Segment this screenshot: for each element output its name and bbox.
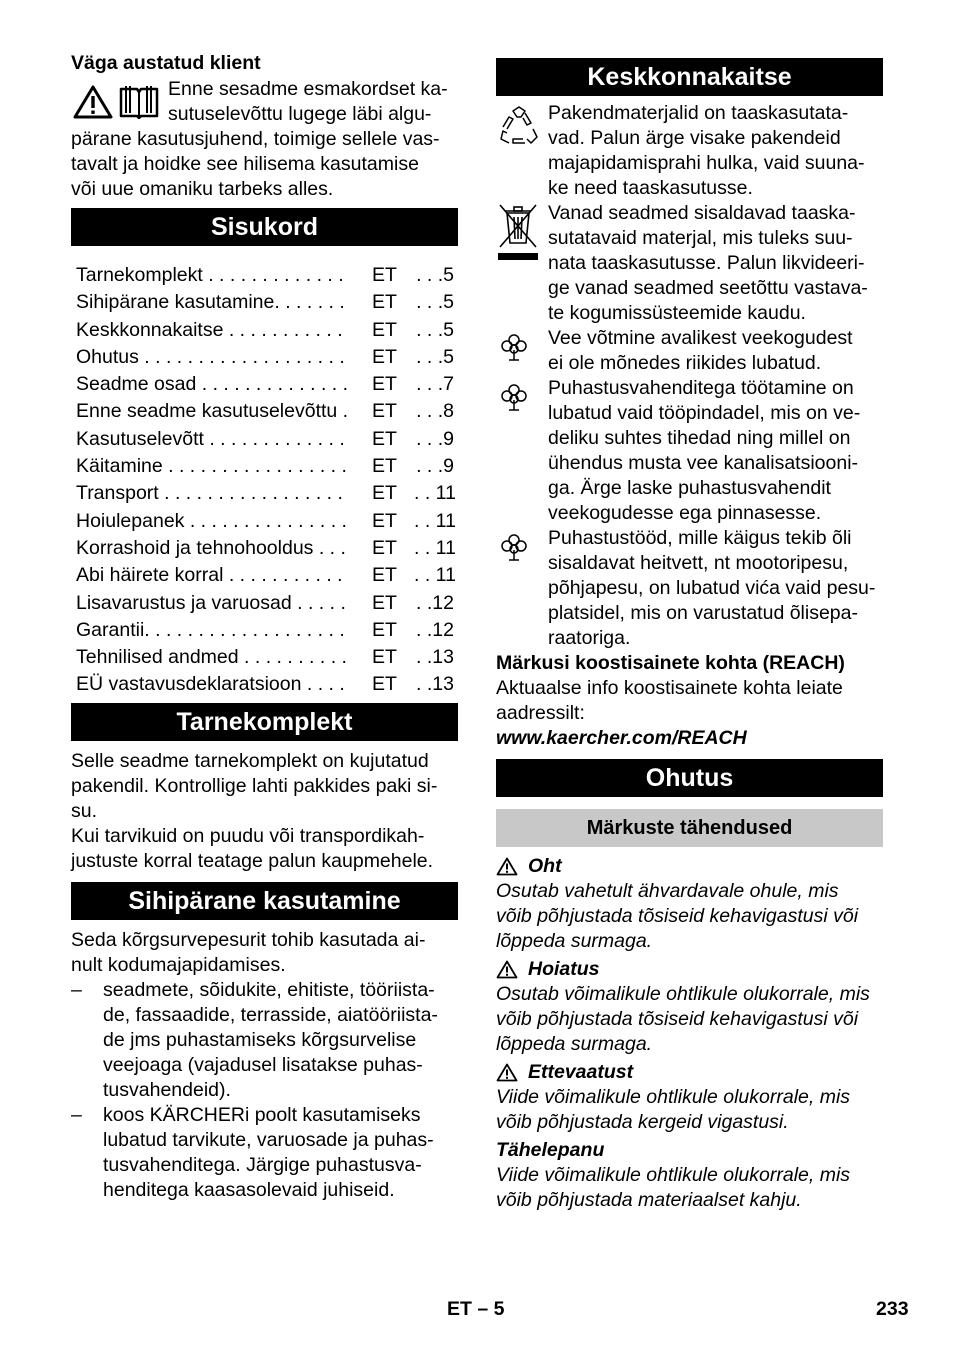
environment-item [496, 201, 883, 326]
note-heading [496, 957, 883, 982]
tarnekomplekt-text [71, 749, 458, 874]
intro-heading: Väga austatud klient [71, 52, 261, 74]
text-line: tusvahenditega. Järgige puhastusva- [103, 1153, 422, 1176]
text-line: võib põhjustada tõsiseid kehavigastusi või [496, 1008, 859, 1030]
text-line: deliku suhtes tihedad ning millel on [548, 427, 851, 449]
toc-entry[interactable]: Seadme osad . . . . . . . . . . . . . . ET . . .7 [76, 373, 454, 396]
reach-heading: Märkusi koostisainete kohta (REACH) [496, 652, 845, 674]
right-column [496, 58, 883, 1213]
environment-list [496, 101, 883, 651]
footer-dash: – [477, 1298, 489, 1320]
subsection-heading-markuste-tahendused: Märkuste tähendused [496, 809, 883, 847]
text-line: aadressilt: [496, 702, 585, 724]
safety-notes [496, 854, 883, 1213]
warning-icon [496, 960, 518, 979]
text-line: de jms puhastamiseks kõrgsurvelise [103, 1028, 417, 1051]
environment-item [496, 376, 883, 526]
text-line: Osutab vahetult ähvardavale ohule, mis [496, 880, 839, 902]
section-heading-sihiparane-kasutamine: Sihipärane kasutamine [71, 882, 458, 920]
text-line: ge vanad seadmed seetõttu vastava- [548, 277, 868, 299]
toc-entry[interactable]: Sihipärane kasutamine. . . . . . . ET . . .5 [76, 291, 454, 314]
intro-line: Enne sesadme esmakordset ka- [168, 78, 448, 100]
note-text [496, 879, 883, 954]
text-line: te kogumissüsteemide kaudu. [548, 302, 806, 324]
toc-entry[interactable]: Tarnekomplekt . . . . . . . . . . . . . ET . . .5 [76, 264, 454, 286]
text-line: Selle seadme tarnekomplekt on kujutatud [71, 749, 429, 772]
note-heading [496, 854, 883, 879]
text-line: ga. Ärge laske puhastusvahendit [548, 477, 831, 499]
text-line: lubatud vaid tööpindadel, mis on ve- [548, 402, 861, 424]
toc-entry[interactable]: Enne seadme kasutuselevõttu . ET . . .8 [76, 400, 454, 423]
text-line: tusvahendeid). [103, 1078, 231, 1101]
section-heading-keskkonnakaitse: Keskkonnakaitse [496, 58, 883, 96]
note-label: Tähelepanu [496, 1139, 605, 1161]
note-label: Ettevaatust [528, 1061, 634, 1083]
environment-tree-icon [499, 332, 529, 362]
footer-section-label [447, 1297, 504, 1322]
environment-tree-icon [499, 382, 529, 412]
text-line: pakendil. Kontrollige lahti pakkides paki si- [71, 774, 438, 797]
section-heading-sisukord: Sisukord [71, 208, 458, 246]
text-line: ke need taaskasutusse. [548, 177, 753, 199]
environment-item [496, 526, 883, 651]
table-of-contents [76, 262, 458, 699]
text-line: Puhastusvahenditega töötamine on [548, 377, 854, 399]
toc-entry[interactable]: Garantii. . . . . . . . . . . . . . . . . . . ET . .12 [76, 618, 454, 641]
text-line: raatoriga. [548, 627, 631, 649]
toc-entry[interactable]: Korrashoid ja tehnohooldus . . . ET . . 11 [76, 536, 456, 559]
toc-entry[interactable]: Transport . . . . . . . . . . . . . . . . . ET . . 11 [76, 482, 456, 505]
text-line: lubatud tarvikute, varuosade ja puhas- [103, 1128, 434, 1151]
text-line: justuste korral teatage palun kaupmehele. [71, 849, 434, 872]
text-line: lõppeda surmaga. [496, 1033, 653, 1055]
warning-icon [73, 85, 113, 119]
text-line: Pakendmaterjalid on taaskasutata- [548, 102, 849, 124]
text-line: koos KÄRCHERi poolt kasutamiseks [103, 1103, 421, 1126]
text-line: veejoaga (vajadusel lisatakse puhas- [103, 1053, 423, 1076]
section-heading-ohutus: Ohutus [496, 759, 883, 797]
footer-section: ET [447, 1298, 472, 1320]
toc-entry[interactable]: Kasutuselevõtt . . . . . . . . . . . . . ET . . .9 [76, 427, 454, 450]
toc-entry[interactable]: EÜ vastavusdeklaratsioon . . . . ET . .13 [76, 673, 454, 696]
toc-entry[interactable]: Lisavarustus ja varuosad . . . . . ET . .12 [76, 591, 454, 614]
note-text [496, 982, 883, 1057]
toc-entry[interactable]: Ohutus . . . . . . . . . . . . . . . . . . . ET . . .5 [76, 345, 454, 368]
text-line: ei ole mõnedes riikides lubatud. [548, 352, 822, 374]
text-line: Seda kõrgsurvepesurit tohib kasutada ai- [71, 928, 426, 951]
text-line: ühendus musta vee kanalisatsiooni- [548, 452, 859, 474]
text-line: henditega kaasasolevaid juhiseid. [103, 1178, 395, 1201]
note-label: Hoiatus [528, 958, 600, 980]
text-line: Aktuaalse info koostisainete kohta leiate [496, 677, 843, 699]
text-line: Viide võimalikule ohtlikule olukorrale, mis [496, 1086, 851, 1108]
toc-entry[interactable]: Hoiulepanek . . . . . . . . . . . . . . . ET . . 11 [76, 509, 456, 532]
note-text [496, 1085, 883, 1135]
text-line: de, fassaadide, terrasside, aiatööriista- [103, 1003, 438, 1026]
text-line: seadmete, sõidukite, ehitiste, tööriista- [103, 978, 435, 1001]
note-text [496, 1163, 883, 1213]
environment-item [496, 101, 883, 201]
environment-tree-icon [499, 532, 529, 562]
intro-block [71, 50, 458, 200]
intro-line: või uue omaniku tarbeks alles. [71, 178, 334, 200]
intro-line: sutuselevõttu lugege läbi algu- [168, 103, 432, 125]
text-line: Vanad seadmed sisaldavad taaska- [548, 202, 856, 224]
text-line: nult kodumajapidamises. [71, 953, 286, 976]
text-line: Viide võimalikule ohtlikule olukorrale, mis [496, 1164, 851, 1186]
section-heading-tarnekomplekt: Tarnekomplekt [71, 703, 458, 741]
manual-book-icon [117, 85, 161, 119]
note-label: Oht [528, 855, 562, 877]
text-line: põhjapesu, on lubatud vića vaid pesu- [548, 577, 876, 599]
text-line: Puhastustööd, mille käigus tekib õli [548, 527, 852, 549]
text-line: võib põhjustada tõsiseid kehavigastusi või [496, 905, 859, 927]
intro-line: tavalt ja hoidke see hilisema kasutamise [71, 153, 419, 175]
list-dash: – [71, 1103, 82, 1126]
toc-entry[interactable]: Tehnilised andmed . . . . . . . . . . ET . .13 [76, 646, 454, 669]
sihiparane-text [71, 928, 458, 978]
reach-text [496, 676, 883, 726]
note-heading [496, 1138, 883, 1163]
text-line: Osutab võimalikule ohtlikule olukorrale, mis [496, 983, 870, 1005]
toc-entry[interactable]: Abi häirete korral . . . . . . . . . . . ET . . 11 [76, 564, 456, 587]
list-item [71, 1103, 458, 1203]
list-dash: – [71, 978, 82, 1001]
text-line: lõppeda surmaga. [496, 930, 653, 952]
toc-entry[interactable]: Käitamine . . . . . . . . . . . . . . . . . ET . . .9 [76, 455, 454, 478]
toc-entry[interactable]: Keskkonnakaitse . . . . . . . . . . . ET . . .5 [76, 318, 454, 341]
text-line: Kui tarvikuid on puudu või transpordikah- [71, 824, 425, 847]
reach-url-link[interactable]: www.kaercher.com/REACH [496, 727, 747, 749]
text-line: su. [71, 799, 98, 822]
text-line: Vee võtmine avalikest veekogudest [548, 327, 853, 349]
text-line: sisaldavat heitvett, nt mootoripesu, [548, 552, 849, 574]
intro-line: pärane kasutusjuhend, toimige sellele vas- [71, 128, 440, 150]
text-line: võib põhjustada materiaalset kahju. [496, 1189, 802, 1211]
text-line: veekogudesse ega pinnasesse. [548, 502, 822, 524]
list-item [71, 978, 458, 1103]
left-column [71, 50, 458, 1203]
text-line: platsidel, mis on varustatud õlisepa- [548, 602, 858, 624]
page-number: 233 [876, 1298, 909, 1320]
recycle-icon [497, 105, 541, 147]
text-line: võib põhjustada kergeid vigastusi. [496, 1111, 789, 1133]
text-line: nata taaskasutusse. Palun likvideeri- [548, 252, 865, 274]
text-line: sutatavaid materjal, mis tuleks suu- [548, 227, 853, 249]
footer-section-page: 5 [493, 1298, 505, 1320]
text-line: majapidamisprahi hulka, vaid suuna- [548, 152, 865, 174]
warning-icon [496, 857, 518, 876]
environment-item [496, 326, 883, 376]
crossed-bin-icon [497, 203, 539, 263]
warning-icon [496, 1063, 518, 1082]
text-line: vad. Palun ärge visake pakendeid [548, 127, 841, 149]
note-heading [496, 1060, 883, 1085]
